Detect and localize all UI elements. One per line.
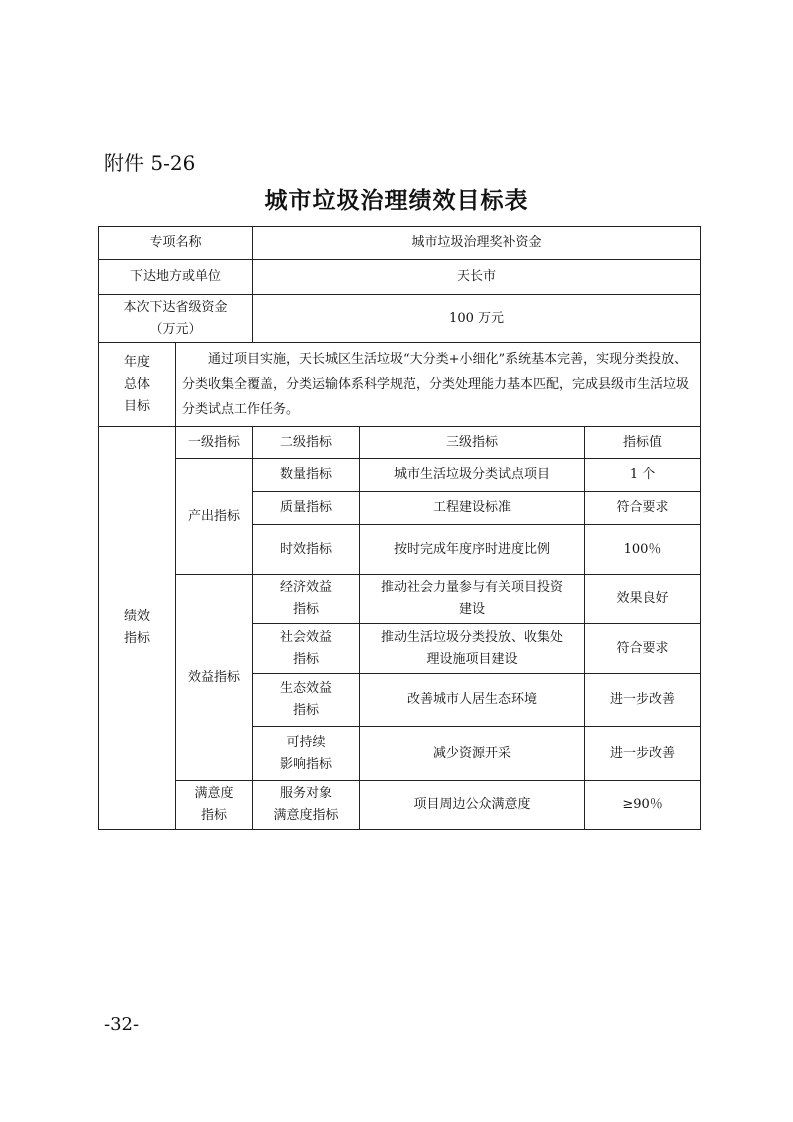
level3-cell: 减少资源开采	[360, 727, 585, 781]
level3-cell: 项目周边公众满意度	[360, 781, 585, 830]
funds-value: 100 万元	[253, 295, 701, 343]
level2-cell: 质量指标	[253, 492, 360, 525]
value-cell: 效果良好	[585, 575, 701, 624]
table-header-row	[99, 427, 701, 459]
value-cell: 符合要求	[585, 492, 701, 525]
header-level2: 二级指标	[253, 427, 360, 459]
value-cell: 符合要求	[585, 624, 701, 674]
level3-cell: 按时完成年度序时进度比例	[360, 525, 585, 575]
table-row	[99, 260, 701, 295]
annual-goal-label: 年度 总体 目标	[99, 343, 176, 427]
project-name-value: 城市垃圾治理奖补资金	[253, 227, 701, 260]
table-row	[99, 295, 701, 343]
document-title: 城市垃圾治理绩效目标表	[264, 187, 529, 214]
table-row	[99, 343, 701, 427]
level2-cell: 社会效益 指标	[253, 624, 360, 674]
page-number: -32-	[104, 1014, 140, 1035]
value-cell: ≥90％	[585, 781, 701, 830]
level2-cell: 时效指标	[253, 525, 360, 575]
level3-cell: 工程建设标准	[360, 492, 585, 525]
level2-cell: 可持续 影响指标	[253, 727, 360, 781]
level2-cell: 生态效益 指标	[253, 674, 360, 727]
level2-cell: 经济效益 指标	[253, 575, 360, 624]
output-indicators-label: 产出指标	[176, 459, 253, 575]
issued-to-value: 天长市	[253, 260, 701, 295]
table-row	[99, 459, 701, 492]
project-name-label: 专项名称	[99, 227, 253, 260]
header-value: 指标值	[585, 427, 701, 459]
level3-cell: 推动生活垃圾分类投放、收集处 理设施项目建设	[360, 624, 585, 674]
table-row	[99, 781, 701, 830]
value-cell: 进一步改善	[585, 674, 701, 727]
funds-label: 本次下达省级资金 （万元）	[99, 295, 253, 343]
issued-to-label: 下达地方或单位	[99, 260, 253, 295]
level2-cell: 数量指标	[253, 459, 360, 492]
satisfaction-indicators-label: 满意度 指标	[176, 781, 253, 830]
level3-cell: 城市生活垃圾分类试点项目	[360, 459, 585, 492]
header-level1: 一级指标	[176, 427, 253, 459]
annual-goal-text: 通过项目实施，天长城区生活垃圾“大分类+小细化”系统基本完善，实现分类投放、分类收集全覆盖，分类运输体系科学规范，分类处理能力基本匹配，完成县级市生活垃圾分类试点工作任务。	[176, 343, 701, 427]
level3-cell: 推动社会力量参与有关项目投资 建设	[360, 575, 585, 624]
value-cell: 1 个	[585, 459, 701, 492]
performance-target-table	[98, 226, 701, 830]
value-cell: 100％	[585, 525, 701, 575]
value-cell: 进一步改善	[585, 727, 701, 781]
attachment-label: 附件 5-26	[104, 151, 196, 175]
level3-cell: 改善城市人居生态环境	[360, 674, 585, 727]
performance-indicators-label: 绩效 指标	[99, 427, 176, 830]
table-row	[99, 227, 701, 260]
benefit-indicators-label: 效益指标	[176, 575, 253, 781]
table-row	[99, 575, 701, 624]
header-level3: 三级指标	[360, 427, 585, 459]
level2-cell: 服务对象 满意度指标	[253, 781, 360, 830]
